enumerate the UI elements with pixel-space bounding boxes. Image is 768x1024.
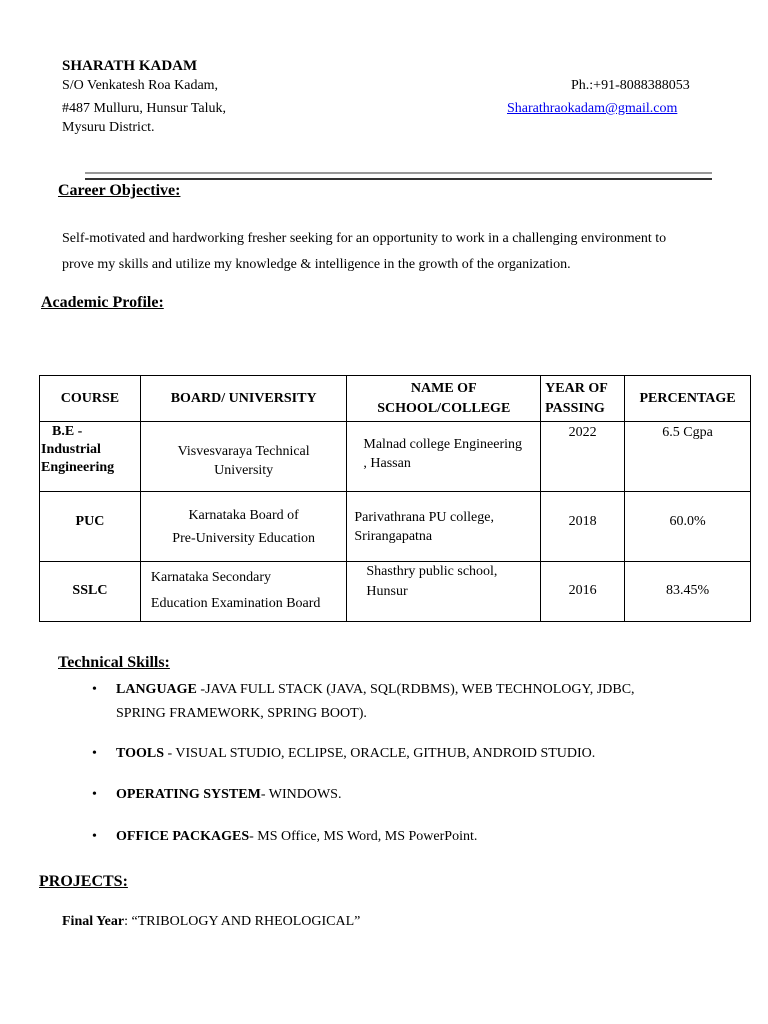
table-row — [40, 492, 751, 561]
skill-text: -JAVA FULL STACK (JAVA, SQL(RDBMS), WEB TECHNOLOGY, JDBC, — [196, 682, 635, 697]
table-row — [40, 422, 751, 492]
skill-label: TOOLS — [116, 746, 164, 761]
address-line-2: #487 Mulluru, Hunsur Taluk, — [62, 101, 227, 116]
bullet-icon: • — [92, 746, 97, 761]
year-cell: 2016 — [541, 561, 625, 621]
course-cell: SSLC — [40, 561, 141, 621]
skill-text: - WINDOWS. — [260, 787, 342, 802]
course-cell: PUC — [40, 492, 141, 561]
table-header-row — [40, 376, 751, 422]
email-link[interactable]: Sharathraokadam@gmail.com — [507, 101, 678, 116]
col-header-board: BOARD/ UNIVERSITY — [140, 376, 347, 422]
percentage-cell: 83.45% — [625, 561, 751, 621]
col-header-course: COURSE — [40, 376, 141, 422]
address-line-1: S/O Venkatesh Roa Kadam, — [62, 78, 219, 93]
header-divider-light — [85, 172, 712, 174]
school-cell: Malnad college Engineering , Hassan — [347, 422, 541, 492]
skill-text: - VISUAL STUDIO, ECLIPSE, ORACLE, GITHUB, ANDROID STUDIO. — [164, 746, 596, 761]
bullet-icon: • — [92, 787, 97, 802]
phone-number: Ph.:+91-8088388053 — [571, 78, 690, 93]
technical-skills-heading: Technical Skills: — [58, 654, 170, 671]
board-cell: Visvesvaraya Technical University — [140, 422, 347, 492]
board-cell: Karnataka Secondary Education Examination Board — [140, 561, 347, 621]
percentage-cell: 60.0% — [625, 492, 751, 561]
skill-label: OFFICE PACKAGES — [116, 829, 250, 844]
col-header-school: NAME OF SCHOOL/COLLEGE — [347, 376, 541, 422]
skill-text-continued: SPRING FRAMEWORK, SPRING BOOT). — [116, 706, 367, 721]
list-item — [88, 783, 728, 807]
career-objective-line-2: prove my skills and utilize my knowledge & intelligence in the growth of the organization. — [62, 257, 571, 272]
board-cell: Karnataka Board of Pre-University Education — [140, 492, 347, 561]
school-cell: Shasthry public school, Hunsur — [347, 561, 541, 621]
address-line-3: Mysuru District. — [62, 120, 155, 135]
project-label: Final Year — [62, 914, 125, 929]
academic-table — [39, 375, 751, 622]
table-row — [40, 561, 751, 621]
project-entry — [62, 914, 360, 930]
skill-text: - MS Office, MS Word, MS PowerPoint. — [249, 829, 478, 844]
skill-label: OPERATING SYSTEM — [116, 787, 261, 802]
list-item — [88, 825, 728, 849]
projects-heading: PROJECTS: — [39, 873, 128, 890]
academic-profile-heading: Academic Profile: — [41, 294, 164, 311]
project-title: : “TRIBOLOGY AND RHEOLOGICAL” — [124, 914, 361, 929]
bullet-icon: • — [92, 829, 97, 844]
percentage-cell: 6.5 Cgpa — [625, 422, 751, 492]
list-item — [88, 742, 728, 766]
skills-list — [88, 678, 728, 849]
career-objective-line-1: Self-motivated and hardworking fresher seeking for an opportunity to work in a challenging environment to — [62, 231, 667, 246]
candidate-name: SHARATH KADAM — [62, 58, 198, 74]
school-cell: Parivathrana PU college, Srirangapatna — [347, 492, 541, 561]
col-header-year: YEAR OF PASSING — [541, 376, 625, 422]
header-divider-dark — [85, 178, 712, 180]
list-item — [88, 678, 728, 726]
career-objective-text — [62, 226, 722, 278]
bullet-icon: • — [92, 682, 97, 697]
career-objective-heading: Career Objective: — [58, 182, 181, 199]
course-cell: B.E - Industrial Engineering — [40, 422, 141, 492]
col-header-percentage: PERCENTAGE — [625, 376, 751, 422]
year-cell: 2018 — [541, 492, 625, 561]
skill-label: LANGUAGE — [116, 682, 197, 697]
year-cell: 2022 — [541, 422, 625, 492]
